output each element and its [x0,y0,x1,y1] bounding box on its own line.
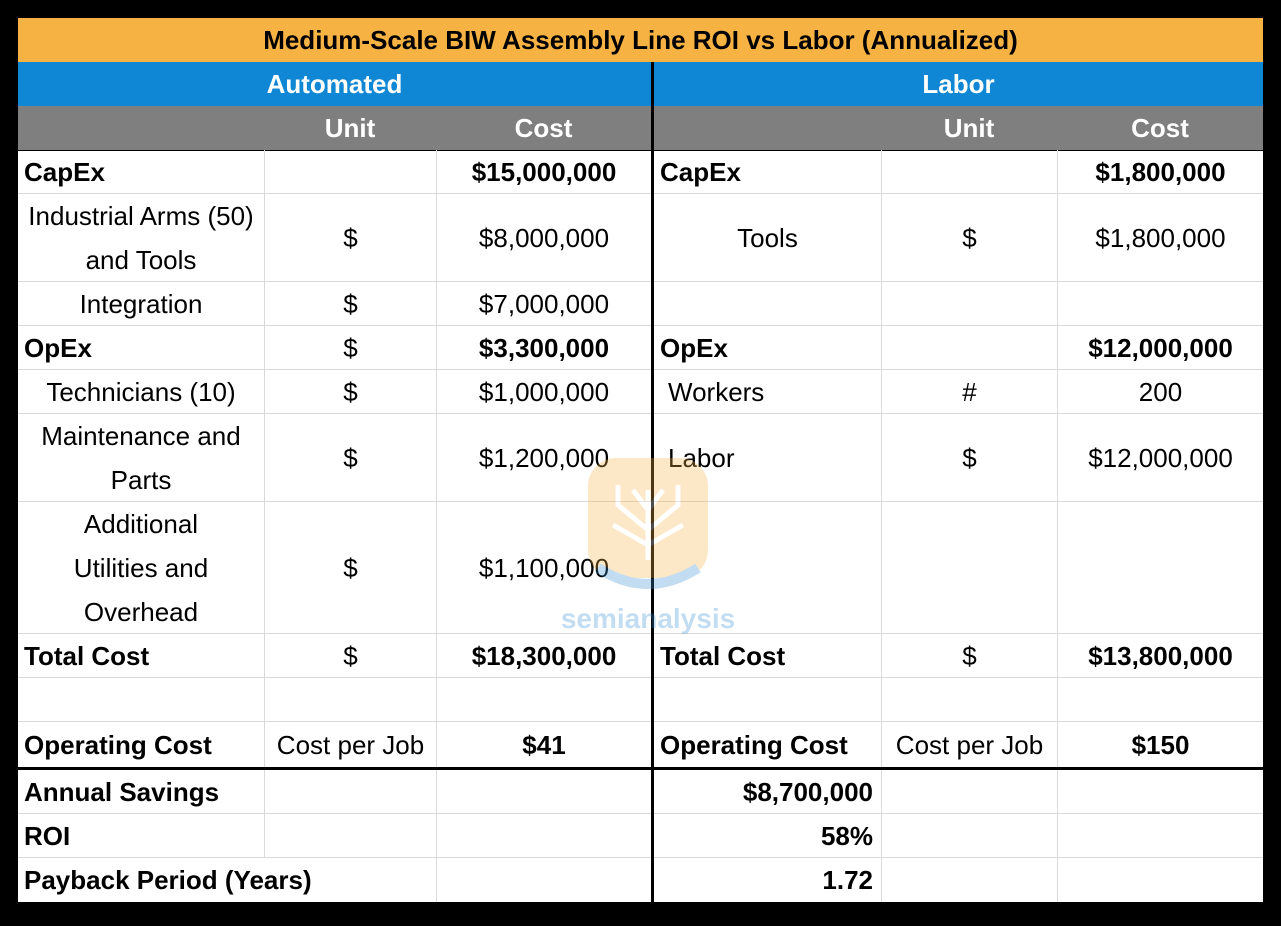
automated-label-cell[interactable]: CapEx [18,150,264,194]
labor-cost-cell[interactable] [1057,282,1263,326]
summary-empty-cell[interactable] [436,770,651,814]
labor-label-cell[interactable]: Operating Cost [660,730,848,760]
labor-unit-cell[interactable]: $ [881,634,1057,678]
summary-empty-cell[interactable] [436,814,651,858]
summary-value-cell[interactable]: 58% [654,814,881,858]
automated-unit-cell[interactable]: Cost per Job [264,722,436,768]
automated-unit-cell[interactable]: $ [264,194,436,282]
watermark-text: semianalysis [560,603,736,634]
summary-empty-cell[interactable] [1057,770,1263,814]
table-row [18,634,1263,678]
automated-label-cell[interactable] [18,678,264,722]
summary-row [18,858,1263,902]
summary-label-cell[interactable]: ROI [18,814,264,858]
automated-label-cell[interactable]: Operating Cost [24,730,212,760]
labor-unit-header[interactable]: Unit [943,113,995,143]
automated-cost-cell[interactable]: $1,000,000 [436,370,651,414]
automated-cost-cell[interactable] [436,678,651,722]
summary-value-cell[interactable]: $8,700,000 [654,770,881,814]
summary-empty-cell[interactable] [264,770,436,814]
labor-label-cell[interactable]: OpEx [654,326,881,370]
labor-cost-cell[interactable]: $12,000,000 [1057,414,1263,502]
labor-label-cell[interactable]: Total Cost [654,634,881,678]
table-title[interactable]: Medium-Scale BIW Assembly Line ROI vs Labor (Annualized) [263,25,1018,55]
automated-cost-cell[interactable]: $1,200,000 [436,414,651,502]
labor-unit-cell[interactable]: # [881,370,1057,414]
section-header-row [18,62,1263,106]
labor-unit-cell[interactable]: $ [881,194,1057,282]
automated-unit-cell[interactable] [264,678,436,722]
title-row [18,18,1263,63]
table-row [18,282,1263,326]
table-row [18,722,1263,768]
automated-unit-header[interactable]: Unit [324,113,376,143]
automated-unit-cell[interactable]: $ [264,370,436,414]
automated-unit-cell[interactable]: $ [264,326,436,370]
labor-label-cell[interactable] [654,678,881,722]
labor-header[interactable]: Labor [922,69,995,99]
labor-cost-cell[interactable]: $1,800,000 [1057,150,1263,194]
labor-label-cell[interactable]: Labor [654,414,881,502]
automated-unit-cell[interactable]: $ [264,414,436,502]
labor-label-cell[interactable]: CapEx [654,150,881,194]
labor-label-cell[interactable]: Workers [654,370,881,414]
automated-cost-cell[interactable]: $15,000,000 [436,150,651,194]
summary-empty-cell[interactable] [1057,814,1263,858]
labor-cost-cell[interactable]: $1,800,000 [1057,194,1263,282]
labor-unit-cell[interactable] [881,678,1057,722]
automated-label-cell[interactable]: Industrial Arms (50) and Tools [18,194,264,282]
labor-unit-cell[interactable]: Cost per Job [881,722,1057,768]
automated-unit-cell[interactable] [264,150,436,194]
table-row [18,326,1263,370]
labor-unit-cell[interactable] [881,502,1057,634]
labor-cost-header[interactable]: Cost [1131,113,1189,143]
automated-unit-cell[interactable]: $ [264,502,436,634]
labor-unit-cell[interactable] [881,326,1057,370]
automated-label-cell[interactable]: Technicians (10) [18,370,264,414]
automated-label-header[interactable] [18,106,264,150]
column-divider [651,62,654,902]
labor-cost-cell[interactable]: $13,800,000 [1057,634,1263,678]
table-row [18,370,1263,414]
labor-cost-cell[interactable] [1057,502,1263,634]
summary-row [18,814,1263,858]
labor-label-cell[interactable]: Tools [654,194,881,282]
automated-cost-cell[interactable]: $7,000,000 [436,282,651,326]
automated-header[interactable]: Automated [266,69,403,99]
table-row [18,502,1263,634]
automated-cost-cell[interactable]: $41 [436,722,651,768]
automated-label-cell[interactable]: Integration [18,282,264,326]
automated-label-cell[interactable]: Additional Utilities and Overhead [18,502,264,634]
summary-value-cell[interactable]: 1.72 [822,865,873,895]
labor-label-cell[interactable] [654,502,881,634]
summary-label-cell[interactable]: Annual Savings [18,770,264,814]
labor-unit-cell[interactable] [881,282,1057,326]
automated-cost-header[interactable]: Cost [514,113,573,143]
table-row [18,150,1263,194]
automated-cost-cell[interactable]: $3,300,000 [436,326,651,370]
labor-unit-cell[interactable] [881,150,1057,194]
summary-empty-cell[interactable] [264,814,436,858]
automated-cost-cell[interactable]: $8,000,000 [436,194,651,282]
summary-row [18,770,1263,814]
labor-label-header[interactable] [654,106,881,150]
roi-table [18,18,1263,902]
table-row [18,414,1263,502]
summary-empty-cell[interactable] [881,858,1057,902]
labor-cost-cell[interactable] [1057,678,1263,722]
automated-unit-cell[interactable]: $ [264,634,436,678]
table-row [18,678,1263,722]
summary-empty-cell[interactable] [881,814,1057,858]
automated-unit-cell[interactable]: $ [264,282,436,326]
column-header-row [18,106,1263,151]
summary-empty-cell[interactable] [881,770,1057,814]
labor-cost-cell[interactable]: $12,000,000 [1057,326,1263,370]
automated-cost-cell[interactable]: $18,300,000 [436,634,651,678]
automated-label-cell[interactable]: Maintenance and Parts [18,414,264,502]
labor-cost-cell[interactable]: 200 [1057,370,1263,414]
automated-label-cell[interactable]: OpEx [18,326,264,370]
automated-cost-cell[interactable]: $1,100,000 [436,502,651,634]
table-row [18,194,1263,282]
automated-label-cell[interactable]: Total Cost [18,634,264,678]
summary-label-cell[interactable]: Payback Period (Years) [24,865,312,895]
summary-empty-cell[interactable] [1057,858,1263,902]
labor-unit-cell[interactable]: $ [881,414,1057,502]
labor-cost-cell[interactable]: $150 [1057,722,1263,768]
labor-label-cell[interactable] [654,282,881,326]
summary-empty-cell[interactable] [436,858,651,902]
